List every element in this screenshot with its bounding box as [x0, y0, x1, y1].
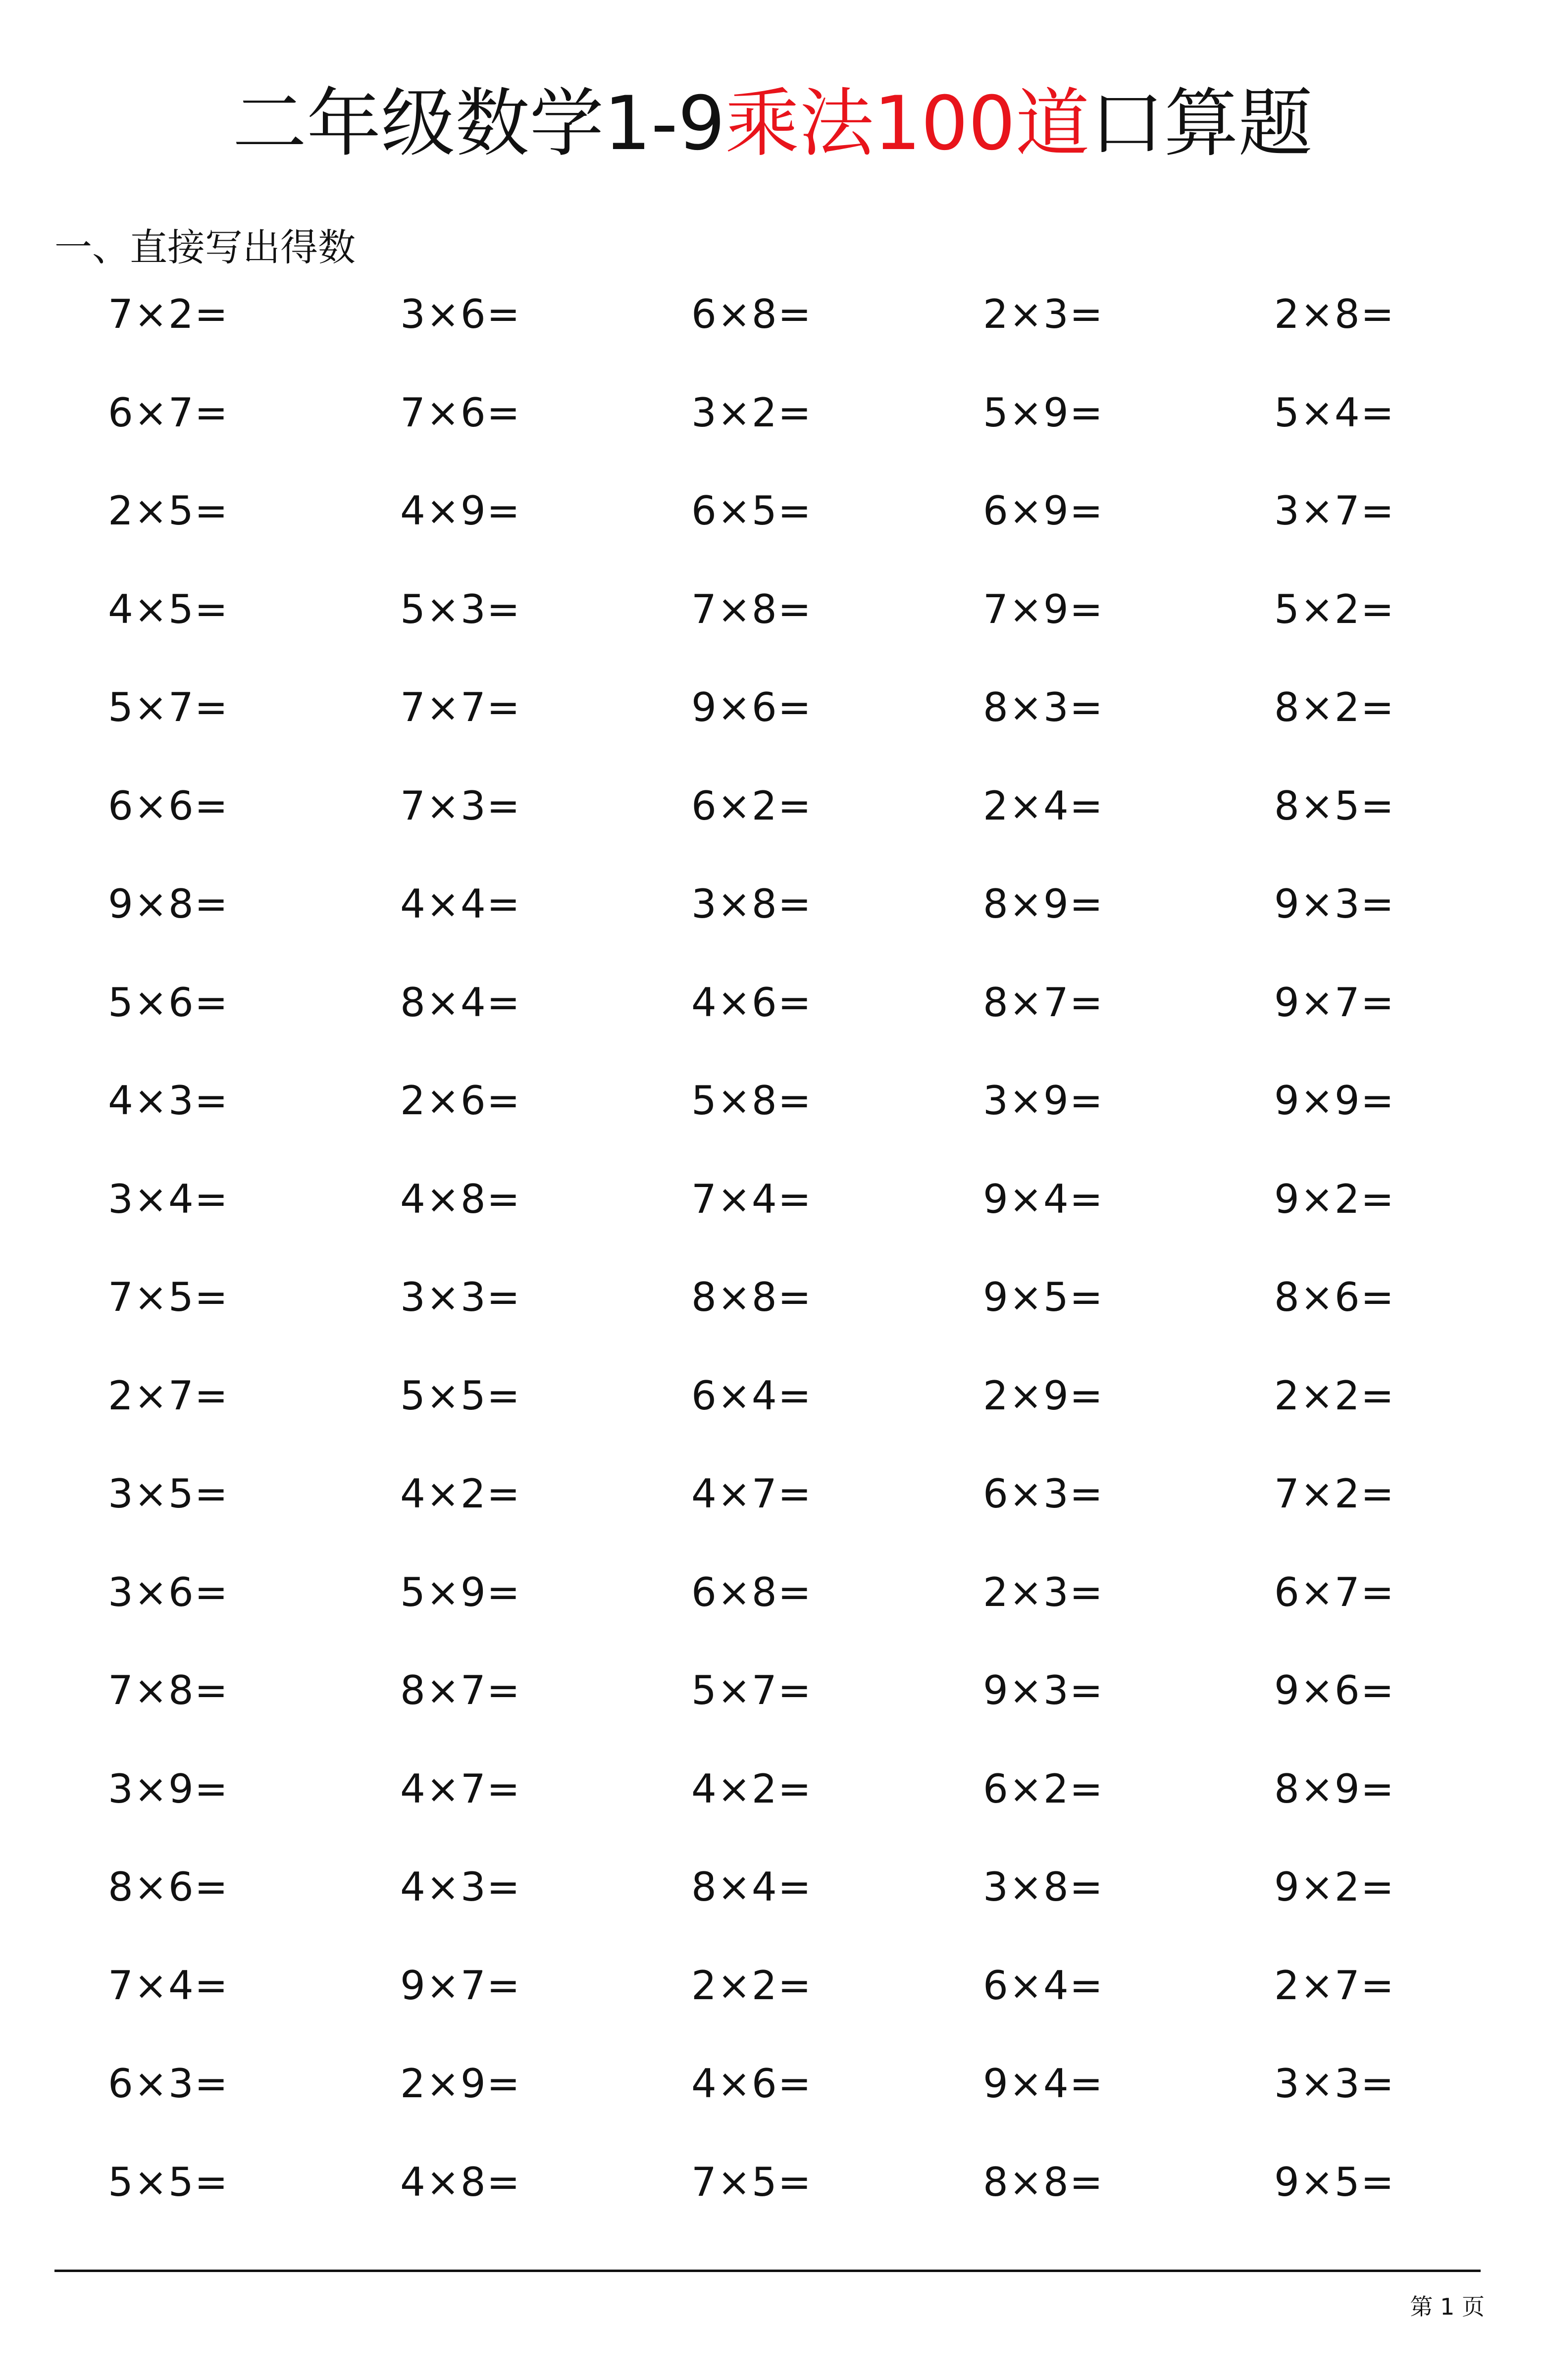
multiplication-problem: 4×3=	[400, 1864, 521, 1910]
multiplication-problem: 3×3=	[400, 1274, 521, 1320]
multiplication-problem: 2×8=	[1274, 291, 1395, 337]
multiplication-problem: 8×7=	[983, 979, 1104, 1026]
multiplication-problem: 4×6=	[691, 979, 812, 1026]
problem-row	[0, 1371, 1545, 1470]
page-number: 第 1 页	[1410, 2293, 1485, 2320]
multiplication-problem: 9×7=	[1274, 979, 1395, 1026]
multiplication-problem: 5×6=	[108, 979, 229, 1026]
multiplication-problem: 7×8=	[691, 586, 812, 632]
multiplication-problem: 8×4=	[691, 1864, 812, 1910]
multiplication-problem: 3×8=	[983, 1864, 1104, 1910]
multiplication-problem: 6×5=	[691, 488, 812, 534]
title-part-3: 口算题	[1089, 81, 1313, 167]
multiplication-problem: 9×9=	[1274, 1078, 1395, 1124]
problem-row	[0, 683, 1545, 781]
multiplication-problem: 7×7=	[400, 684, 521, 730]
multiplication-problem: 2×9=	[400, 2061, 521, 2107]
multiplication-problem: 7×3=	[400, 782, 521, 829]
multiplication-problem: 8×8=	[983, 2159, 1104, 2205]
multiplication-problem: 2×6=	[400, 1078, 521, 1124]
multiplication-problem: 4×7=	[400, 1765, 521, 1812]
multiplication-problem: 6×4=	[691, 1372, 812, 1419]
multiplication-problem: 6×7=	[108, 389, 229, 436]
multiplication-problem: 2×9=	[983, 1372, 1104, 1419]
multiplication-problem: 9×2=	[1274, 1864, 1395, 1910]
multiplication-problem: 9×6=	[1274, 1667, 1395, 1713]
multiplication-problem: 3×9=	[108, 1765, 229, 1812]
multiplication-problem: 7×5=	[108, 1274, 229, 1320]
multiplication-problem: 9×3=	[1274, 881, 1395, 927]
problem-row	[0, 1666, 1545, 1764]
multiplication-problem: 9×3=	[983, 1667, 1104, 1713]
multiplication-problem: 5×4=	[1274, 389, 1395, 436]
multiplication-problem: 5×3=	[400, 586, 521, 632]
multiplication-problem: 6×3=	[108, 2061, 229, 2107]
multiplication-problem: 4×8=	[400, 2159, 521, 2205]
multiplication-problem: 7×4=	[691, 1176, 812, 1222]
problem-row	[0, 1076, 1545, 1175]
multiplication-problem: 5×7=	[108, 684, 229, 730]
problem-row	[0, 585, 1545, 683]
multiplication-problem: 9×5=	[1274, 2159, 1395, 2205]
problem-row	[0, 1764, 1545, 1863]
problem-row	[0, 2059, 1545, 2158]
problem-row	[0, 1568, 1545, 1666]
problem-row	[0, 290, 1545, 388]
page-title	[0, 74, 1545, 173]
multiplication-problem: 7×4=	[108, 1962, 229, 2009]
problem-row	[0, 781, 1545, 880]
multiplication-problem: 2×4=	[983, 782, 1104, 829]
multiplication-problem: 7×2=	[108, 291, 229, 337]
problem-grid	[0, 290, 1545, 2256]
problem-row	[0, 388, 1545, 487]
multiplication-problem: 5×5=	[108, 2159, 229, 2205]
multiplication-problem: 4×9=	[400, 488, 521, 534]
problem-row	[0, 1863, 1545, 1961]
multiplication-problem: 8×6=	[1274, 1274, 1395, 1320]
multiplication-problem: 7×8=	[108, 1667, 229, 1713]
multiplication-problem: 4×8=	[400, 1176, 521, 1222]
multiplication-problem: 5×2=	[1274, 586, 1395, 632]
problem-row	[0, 1273, 1545, 1371]
problem-row	[0, 1961, 1545, 2060]
problem-row	[0, 978, 1545, 1077]
multiplication-problem: 3×6=	[400, 291, 521, 337]
multiplication-problem: 6×2=	[691, 782, 812, 829]
multiplication-problem: 2×7=	[1274, 1962, 1395, 2009]
multiplication-problem: 4×4=	[400, 881, 521, 927]
multiplication-problem: 3×7=	[1274, 488, 1395, 534]
multiplication-problem: 6×8=	[691, 1569, 812, 1615]
multiplication-problem: 6×2=	[983, 1765, 1104, 1812]
title-part-2-highlight: 乘法100道	[725, 81, 1090, 167]
footer-divider	[54, 2270, 1481, 2272]
multiplication-problem: 8×5=	[1274, 782, 1395, 829]
multiplication-problem: 2×3=	[983, 291, 1104, 337]
multiplication-problem: 3×2=	[691, 389, 812, 436]
multiplication-problem: 8×9=	[983, 881, 1104, 927]
multiplication-problem: 9×5=	[983, 1274, 1104, 1320]
multiplication-problem: 8×9=	[1274, 1765, 1395, 1812]
problem-row	[0, 1175, 1545, 1273]
multiplication-problem: 6×8=	[691, 291, 812, 337]
multiplication-problem: 6×9=	[983, 488, 1104, 534]
multiplication-problem: 6×7=	[1274, 1569, 1395, 1615]
multiplication-problem: 5×7=	[691, 1667, 812, 1713]
multiplication-problem: 5×9=	[983, 389, 1104, 436]
multiplication-problem: 3×3=	[1274, 2061, 1395, 2107]
multiplication-problem: 8×6=	[108, 1864, 229, 1910]
multiplication-problem: 8×4=	[400, 979, 521, 1026]
multiplication-problem: 6×6=	[108, 782, 229, 829]
multiplication-problem: 9×4=	[983, 1176, 1104, 1222]
multiplication-problem: 9×4=	[983, 2061, 1104, 2107]
multiplication-problem: 4×6=	[691, 2061, 812, 2107]
multiplication-problem: 9×8=	[108, 881, 229, 927]
multiplication-problem: 7×5=	[691, 2159, 812, 2205]
multiplication-problem: 4×3=	[108, 1078, 229, 1124]
multiplication-problem: 4×7=	[691, 1471, 812, 1517]
multiplication-problem: 3×6=	[108, 1569, 229, 1615]
multiplication-problem: 3×5=	[108, 1471, 229, 1517]
multiplication-problem: 2×7=	[108, 1372, 229, 1419]
title-part-1: 二年级数学1-9	[232, 81, 725, 167]
multiplication-problem: 8×8=	[691, 1274, 812, 1320]
multiplication-problem: 3×9=	[983, 1078, 1104, 1124]
multiplication-problem: 3×4=	[108, 1176, 229, 1222]
multiplication-problem: 6×4=	[983, 1962, 1104, 2009]
problem-row	[0, 486, 1545, 585]
section-heading: 一、直接写出得数	[54, 225, 356, 269]
multiplication-problem: 9×6=	[691, 684, 812, 730]
multiplication-problem: 4×2=	[691, 1765, 812, 1812]
multiplication-problem: 2×2=	[691, 1962, 812, 2009]
multiplication-problem: 2×5=	[108, 488, 229, 534]
multiplication-problem: 2×2=	[1274, 1372, 1395, 1419]
problem-row	[0, 880, 1545, 978]
multiplication-problem: 9×7=	[400, 1962, 521, 2009]
multiplication-problem: 6×3=	[983, 1471, 1104, 1517]
multiplication-problem: 7×2=	[1274, 1471, 1395, 1517]
problem-row	[0, 2158, 1545, 2256]
multiplication-problem: 4×2=	[400, 1471, 521, 1517]
problem-row	[0, 1469, 1545, 1568]
multiplication-problem: 8×2=	[1274, 684, 1395, 730]
multiplication-problem: 8×7=	[400, 1667, 521, 1713]
multiplication-problem: 5×5=	[400, 1372, 521, 1419]
multiplication-problem: 9×2=	[1274, 1176, 1395, 1222]
multiplication-problem: 7×9=	[983, 586, 1104, 632]
multiplication-problem: 7×6=	[400, 389, 521, 436]
multiplication-problem: 5×8=	[691, 1078, 812, 1124]
multiplication-problem: 2×3=	[983, 1569, 1104, 1615]
multiplication-problem: 3×8=	[691, 881, 812, 927]
multiplication-problem: 8×3=	[983, 684, 1104, 730]
multiplication-problem: 4×5=	[108, 586, 229, 632]
multiplication-problem: 5×9=	[400, 1569, 521, 1615]
